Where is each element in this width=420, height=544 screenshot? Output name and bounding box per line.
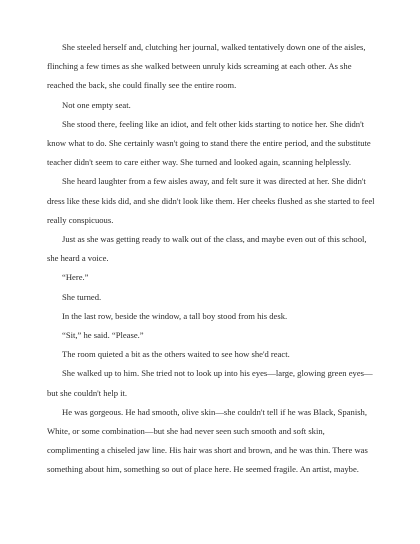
paragraph: He was gorgeous. He had smooth, olive skin—she couldn't tell if he was Black, Spanish, White, or some combination—but she had never seen such smooth and soft skin, complimenting a chiseled jaw line. His hair was short and brown, and he was thin. There was something about him, something so out of place here. He seemed fragile. An artist, maybe. <box>47 406 368 475</box>
paragraph: “Here.” <box>62 272 89 283</box>
paragraph: She stood there, feeling like an idiot, and felt other kids starting to notice her. She didn't know what to do. She certainly wasn't going to stand there the entire period, and the substitute teacher didn't seem to care either way. She turned and looked again, scanning helplessly. <box>47 118 371 168</box>
paragraph: The room quieted a bit as the others waited to see how she'd react. <box>62 349 290 360</box>
body-text <box>47 38 377 480</box>
paragraph: “Sit,” he said. “Please.” <box>62 330 144 341</box>
paragraph: She steeled herself and, clutching her journal, walked tentatively down one of the aisles, flinching a few times as she walked between unruly kids screaming at each other. As she reached the back, she could finally see the entire room. <box>47 42 366 91</box>
paragraph: She turned. <box>62 291 102 302</box>
paragraph: She heard laughter from a few aisles away, and felt sure it was directed at her. She didn't dress like these kids did, and she didn't look like them. Her cheeks flushed as she started to feel really conspicuous. <box>47 176 375 225</box>
paragraph: Just as she was getting ready to walk out of the class, and maybe even out of this school, she heard a voice. <box>47 234 367 264</box>
paragraph: In the last row, beside the window, a tall boy stood from his desk. <box>62 310 288 321</box>
paragraph: She walked up to him. She tried not to look up into his eyes—large, glowing green eyes—but she couldn't help it. <box>47 368 373 398</box>
paragraph: Not one empty seat. <box>62 99 131 110</box>
